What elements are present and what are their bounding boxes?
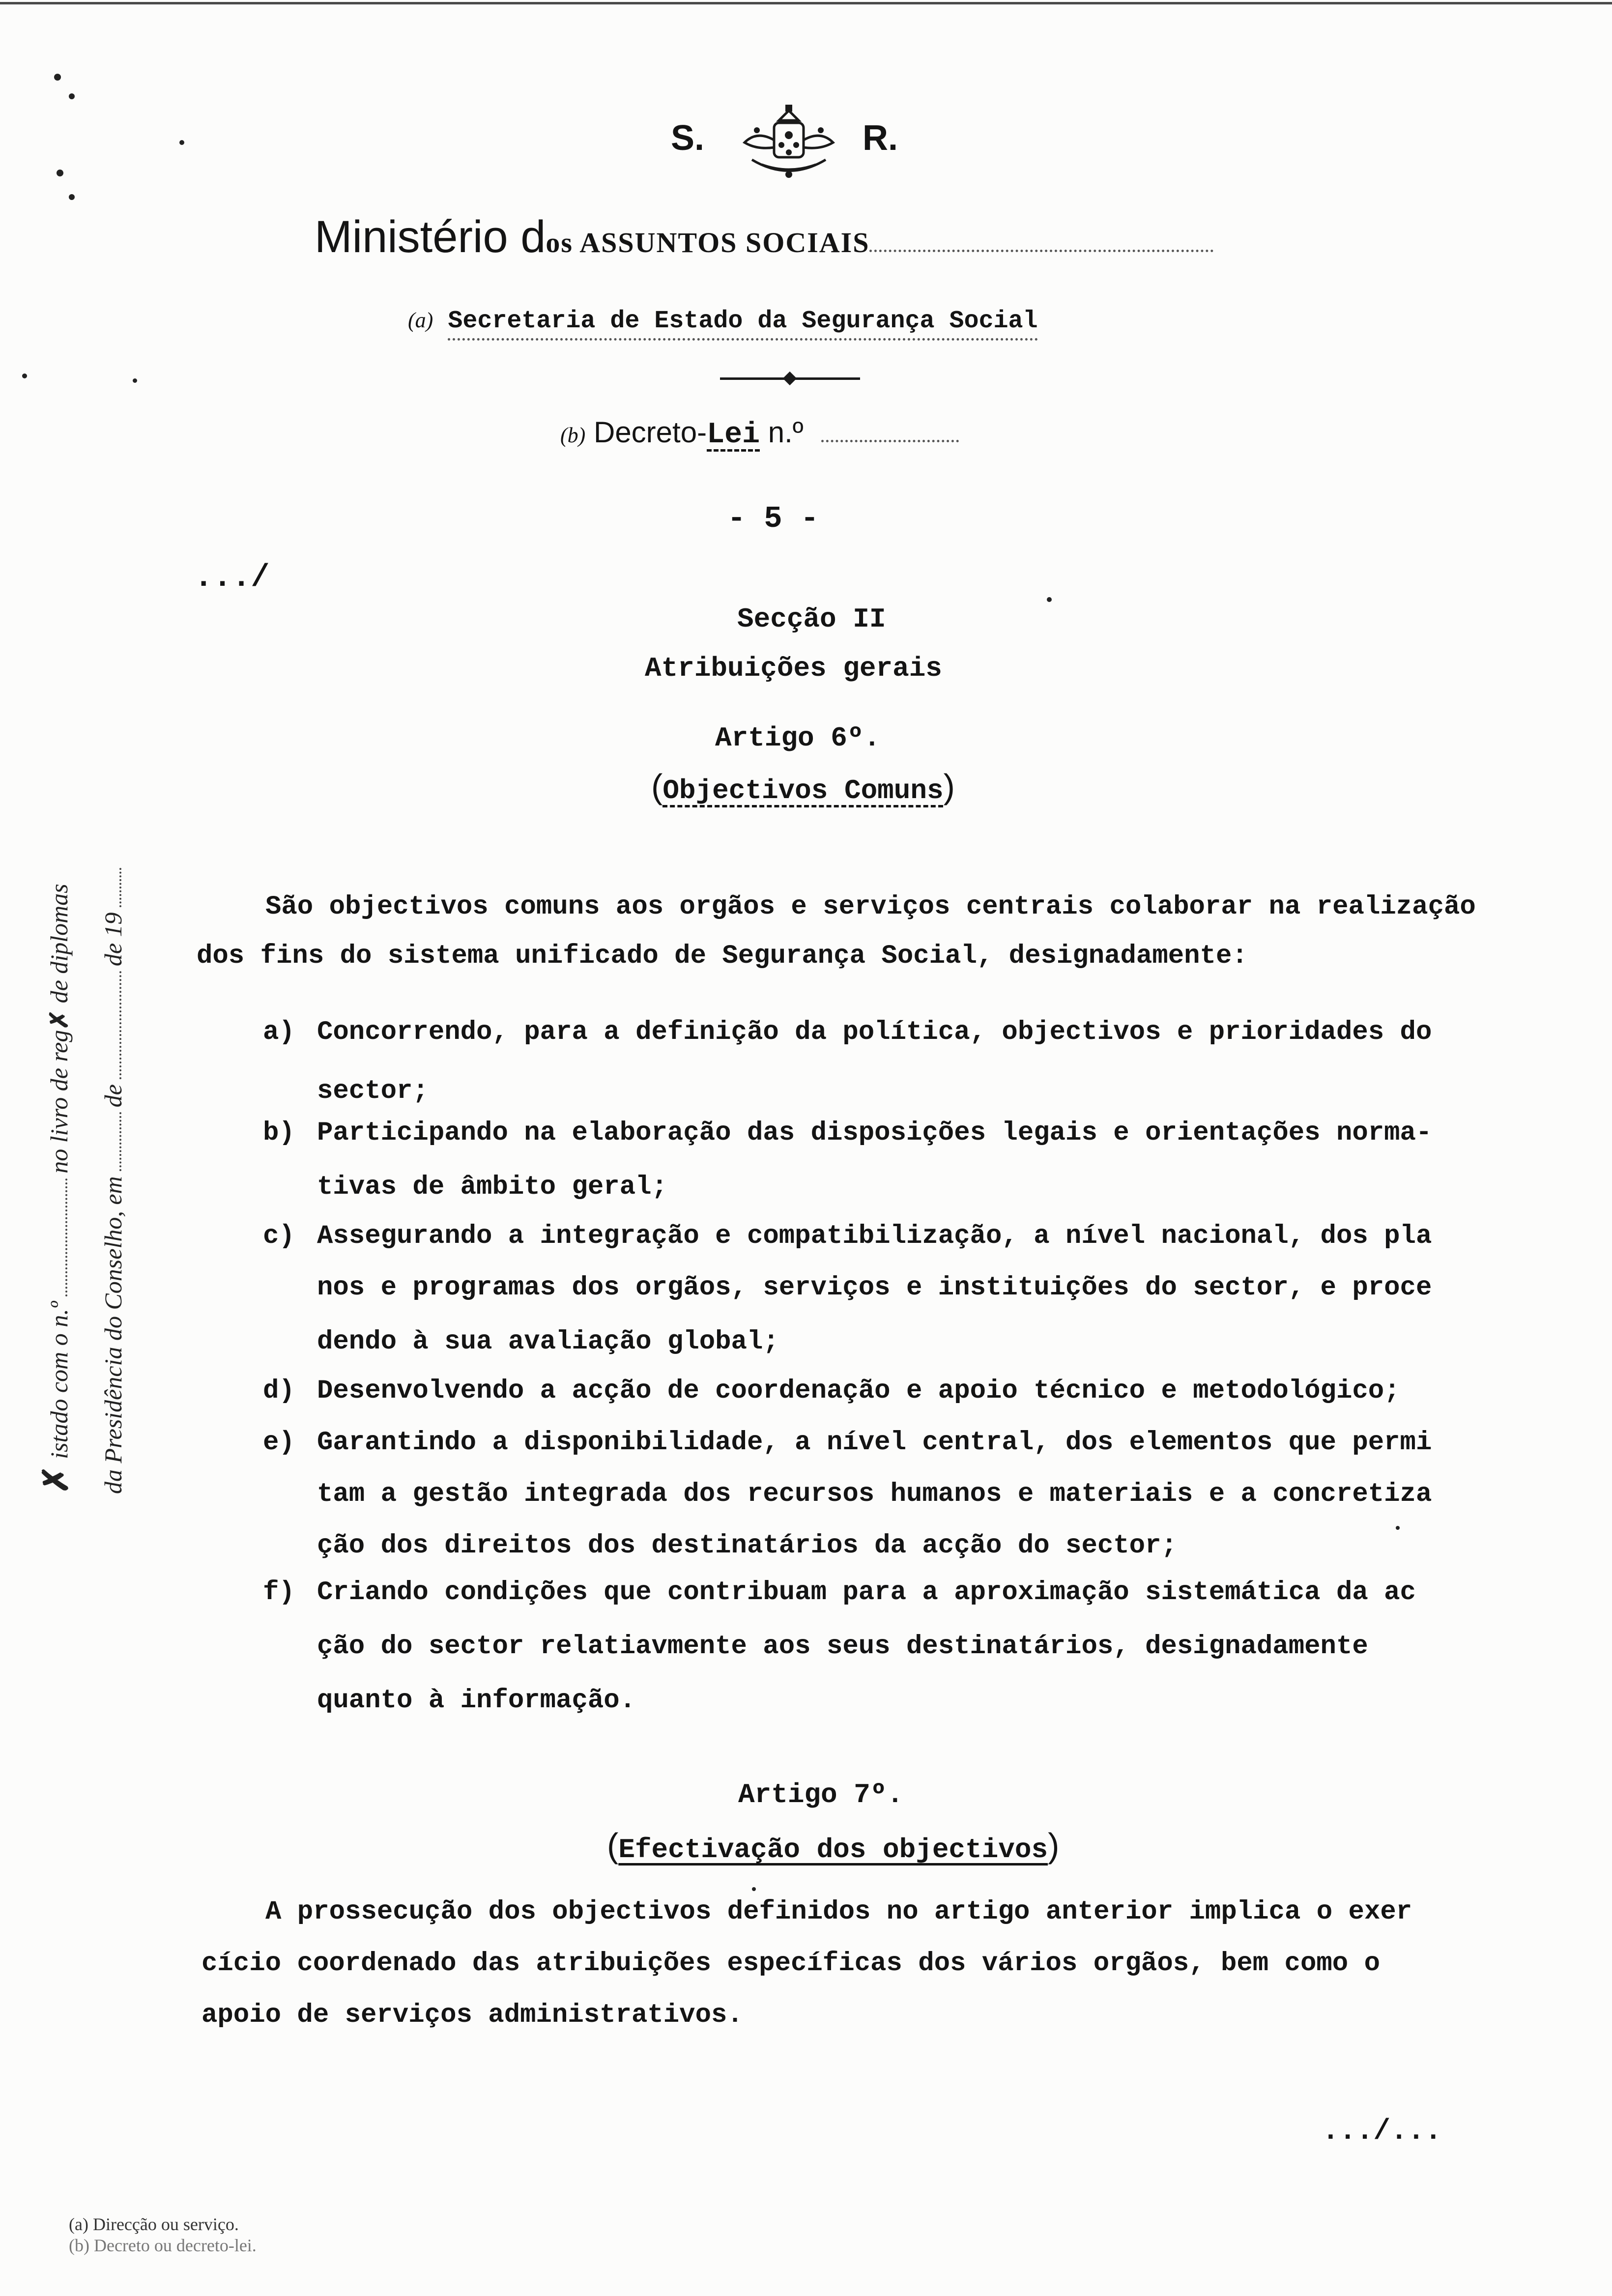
margin-note-year: de 19: [99, 912, 127, 967]
sr-right-letter: R.: [863, 118, 898, 158]
margin-blank: [49, 1178, 67, 1296]
margin-blank: [103, 971, 121, 1079]
item-d-label: d): [263, 1376, 295, 1406]
scan-speck: [179, 140, 184, 145]
scan-speck: [69, 93, 75, 99]
item-c-label: c): [263, 1221, 295, 1251]
section-subtitle: Atribuições gerais: [645, 653, 942, 684]
open-paren: (: [607, 1826, 619, 1865]
item-d-text: Desenvolvendo a acção de coordenação e apoio técnico e metodológico;: [317, 1376, 1400, 1406]
article-7-line-2: cício coordenado das atribuições específicas dos vários orgãos, bem como o: [202, 1949, 1380, 1979]
article-6-intro-line-2: dos fins do sistema unificado de Segurança Social, designadamente:: [197, 941, 1248, 971]
coat-of-arms-icon: [737, 101, 840, 184]
item-b-line-1: [263, 1118, 1432, 1148]
ministry-name: os ASSUNTOS SOCIAIS: [546, 227, 870, 258]
item-a-line-1: [263, 1017, 1432, 1047]
article-6-title: Artigo 6º.: [715, 722, 881, 754]
secretaria-line: [408, 307, 1038, 335]
scan-speck: [69, 194, 75, 200]
article-7-heading-text: Efectivação dos objectivos: [618, 1834, 1048, 1866]
article-6-intro-line-1: São objectivos comuns aos orgãos e serviços centrais colaborar na realização: [265, 892, 1476, 922]
article-7-heading: [607, 1826, 1059, 1866]
item-c-line-1: [263, 1221, 1432, 1251]
scan-speck: [57, 170, 63, 176]
item-a-label: a): [263, 1017, 295, 1047]
footnote-b: (b) Decreto ou decreto-lei.: [69, 2236, 257, 2255]
page-number: - 5 -: [727, 501, 819, 536]
ministry-fill-line: [869, 230, 1213, 252]
margin-note-de: de: [99, 1084, 127, 1108]
item-e-label: e): [263, 1428, 295, 1458]
scan-speck: [22, 373, 27, 378]
item-f-line-3: quanto à informação.: [317, 1686, 636, 1716]
margin-note-line-1: ✗ istado com o n.ºno livro de reg✗ de diplomas: [37, 884, 75, 1494]
footnote-a: (a) Direcção ou serviço.: [69, 2214, 239, 2234]
item-b-text: Participando na elaboração das disposições legais e orientações norma-: [317, 1118, 1432, 1148]
continued-to-marker: .../...: [1322, 2116, 1442, 2148]
close-paren: ): [943, 767, 955, 805]
margin-note-registered: istado com o n.º: [45, 1301, 73, 1459]
margin-blank: [103, 868, 121, 907]
continued-from-marker: .../: [194, 560, 270, 596]
decreto-fill-line: [821, 420, 959, 442]
scan-speck: [133, 378, 137, 383]
close-paren: ): [1048, 1826, 1060, 1865]
decreto-lei: Lei: [707, 418, 760, 452]
top-border-line: [0, 2, 1612, 4]
ministry-prefix: Ministério d: [315, 212, 546, 262]
article-7-line-1: A prossecução dos objectivos definidos no artigo anterior implica o exer: [265, 1897, 1412, 1927]
section-title: Secção II: [737, 603, 886, 635]
article-6-heading-text: Objectivos Comuns: [662, 775, 944, 806]
margin-registration-note: [29, 863, 140, 1494]
decreto-suffix: n.º: [760, 416, 804, 449]
margin-blank: [103, 1112, 121, 1171]
item-f-label: f): [263, 1578, 295, 1607]
item-e-line-2: tam a gestão integrada dos recursos humanos e materiais e a concretiza: [317, 1479, 1432, 1509]
item-e-line-3: ção dos direitos dos destinatários da acção do sector;: [317, 1531, 1177, 1561]
article-7-title: Artigo 7º.: [738, 1779, 904, 1810]
item-a-line-2: sector;: [317, 1076, 429, 1106]
margin-note-diplomas: de diplomas: [45, 884, 73, 1004]
scan-speck: [752, 1887, 756, 1891]
article-7-line-3: apoio de serviços administrativos.: [202, 2000, 743, 2030]
item-c-line-3: dendo à sua avaliação global;: [317, 1327, 779, 1357]
decreto-prefix: Decreto-: [593, 416, 707, 449]
item-a-text: Concorrendo, para a definição da política, objectivos e prioridades do: [317, 1017, 1432, 1047]
item-b-line-2: tivas de âmbito geral;: [317, 1172, 667, 1202]
item-c-text: Assegurando a integração e compatibilização, a nível nacional, dos pla: [317, 1221, 1432, 1251]
article-6-heading: [651, 767, 955, 806]
decreto-line: [560, 415, 959, 452]
item-b-label: b): [263, 1118, 295, 1148]
scan-speck: [1047, 597, 1052, 602]
margin-note-presidency: da Presidência do Conselho, em: [99, 1176, 127, 1494]
item-e-line-1: [263, 1428, 1432, 1458]
open-paren: (: [651, 767, 663, 805]
sr-left-letter: S.: [671, 118, 705, 158]
decreto-marker: (b): [560, 423, 586, 447]
item-c-line-2: nos e programas dos orgãos, serviços e instituições do sector, e proce: [317, 1273, 1432, 1303]
ministry-heading: [315, 211, 1213, 263]
item-d-line-1: [263, 1376, 1400, 1406]
divider-ornament: [783, 372, 797, 385]
item-f-text: Criando condições que contribuam para a aproximação sistemática da ac: [317, 1578, 1416, 1607]
item-f-line-2: ção do sector relatiavmente aos seus destinatários, designadamente: [317, 1632, 1368, 1662]
item-f-line-1: [263, 1578, 1416, 1607]
margin-note-book: no livro de reg: [45, 1030, 73, 1174]
item-e-text: Garantindo a disponibilidade, a nível central, dos elementos que permi: [317, 1428, 1432, 1458]
margin-note-line-2: [86, 863, 140, 1494]
scan-speck: [1396, 1526, 1400, 1530]
scan-speck: [54, 74, 61, 81]
secretaria-marker: (a): [408, 308, 433, 332]
secretaria-name: Secretaria de Estado da Segurança Social: [448, 307, 1037, 341]
